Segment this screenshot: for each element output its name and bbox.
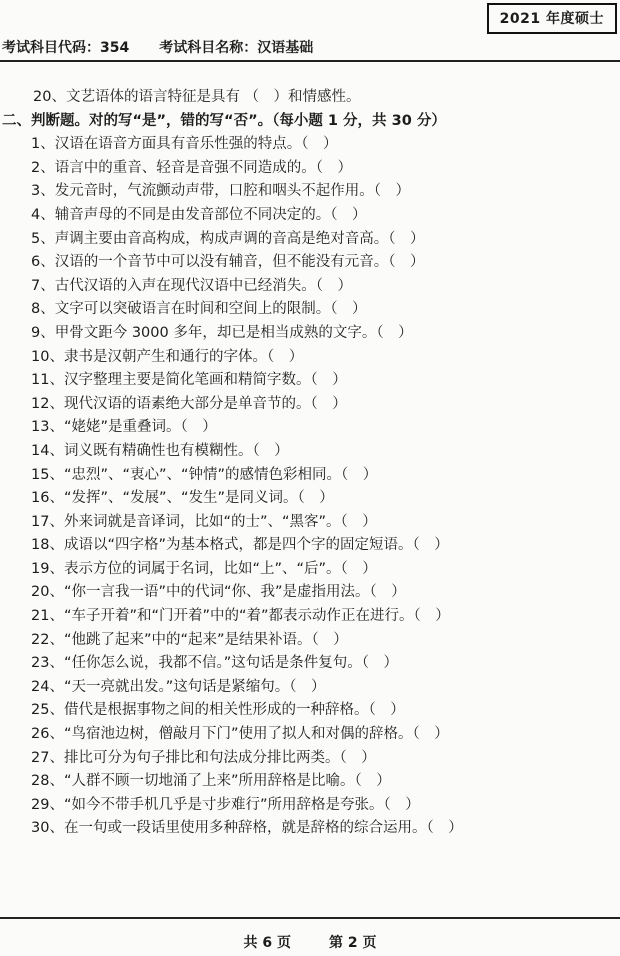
subject-code: 考试科目代码：354 [2, 40, 130, 56]
question-item: 6、汉语的一个音节中可以没有辅音，但不能没有元音。（ ） [31, 254, 425, 271]
question-item: 16、“发挥”、“发展”、“发生”是同义词。（ ） [31, 490, 334, 507]
question-item: 26、“鸟宿池边树，僧敲月下门”使用了拟人和对偶的辞格。（ ） [31, 726, 449, 743]
page-content [0, 86, 614, 841]
question-item: 21、“车子开着”和“门开着”中的“着”都表示动作正在进行。（ ） [31, 608, 450, 625]
question-item: 27、排比可分为句子排比和句法成分排比两类。（ ） [31, 749, 376, 766]
question-item: 22、“他跳了起来”中的“起来”是结果补语。（ ） [31, 631, 348, 648]
question-item: 13、“姥姥”是重叠词。（ ） [31, 419, 217, 436]
header-rule [0, 60, 620, 62]
year-badge [487, 3, 617, 34]
question-item: 25、借代是根据事物之间的相关性形成的一种辞格。（ ） [31, 702, 405, 719]
question-item: 19、表示方位的词属于名词，比如“上”、“后”。（ ） [31, 560, 377, 577]
exam-header [2, 37, 313, 57]
total-pages: 共 6 页 [243, 935, 291, 951]
question-item: 20、“你一言我一语”中的代词“你、我”是虚指用法。（ ） [31, 584, 406, 601]
section-heading: 二、判断题。对的写“是”，错的写“否”。（每小题 1 分，共 30 分） [2, 112, 446, 129]
question-item: 5、声调主要由音高构成，构成声调的音高是绝对音高。（ ） [31, 230, 425, 247]
carryover-question: 20、文艺语体的语言特征是具有 （ ）和情感性。 [33, 89, 361, 105]
question-item: 11、汉字整理主要是简化笔画和精简字数。（ ） [31, 372, 347, 389]
question-item: 29、“如今不带手机几乎是寸步难行”所用辞格是夸张。（ ） [31, 796, 420, 813]
question-item: 18、成语以“四字格”为基本格式，都是四个字的固定短语。（ ） [31, 537, 449, 554]
question-item: 23、“任你怎么说，我都不信。”这句话是条件复句。（ ） [31, 655, 398, 672]
question-item: 2、语言中的重音、轻音是音强不同造成的。（ ） [31, 159, 352, 176]
question-item: 24、“天一亮就出发。”这句话是紧缩句。（ ） [31, 678, 326, 695]
question-item: 9、甲骨文距今 3000 多年，却已是相当成熟的文字。（ ） [31, 324, 413, 341]
current-page: 第 2 页 [329, 935, 377, 951]
question-item: 12、现代汉语的语素绝大部分是单音节的。（ ） [31, 395, 347, 412]
footer-rule [0, 917, 620, 919]
year-badge-label: 2021 年度硕士 [499, 11, 604, 27]
question-item: 8、文字可以突破语言在时间和空间上的限制。（ ） [31, 301, 367, 318]
question-item: 17、外来词就是音译词，比如“的士”、“黑客”。（ ） [31, 513, 377, 530]
question-item: 10、隶书是汉朝产生和通行的字体。（ ） [31, 348, 304, 365]
question-item: 7、古代汉语的入声在现代汉语中已经消失。（ ） [31, 277, 352, 294]
question-item: 15、“忠烈”、“衷心”、“钟情”的感情色彩相同。（ ） [31, 466, 378, 483]
question-item: 4、辅音声母的不同是由发音部位不同决定的。（ ） [31, 206, 367, 223]
question-item: 14、词义既有精确性也有模糊性。（ ） [31, 442, 289, 459]
question-item: 28、“人群不顾一切地涌了上来”所用辞格是比喻。（ ） [31, 773, 391, 790]
question-list [0, 133, 614, 841]
question-item: 1、汉语在语音方面具有音乐性强的特点。（ ） [31, 136, 338, 153]
page-footer [0, 932, 620, 952]
question-item: 3、发元音时，气流颤动声带，口腔和咽头不起作用。（ ） [31, 183, 410, 200]
subject-name: 考试科目名称：汉语基础 [159, 40, 314, 56]
question-item: 30、在一句或一段话里使用多种辞格，就是辞格的综合运用。（ ） [31, 820, 463, 837]
